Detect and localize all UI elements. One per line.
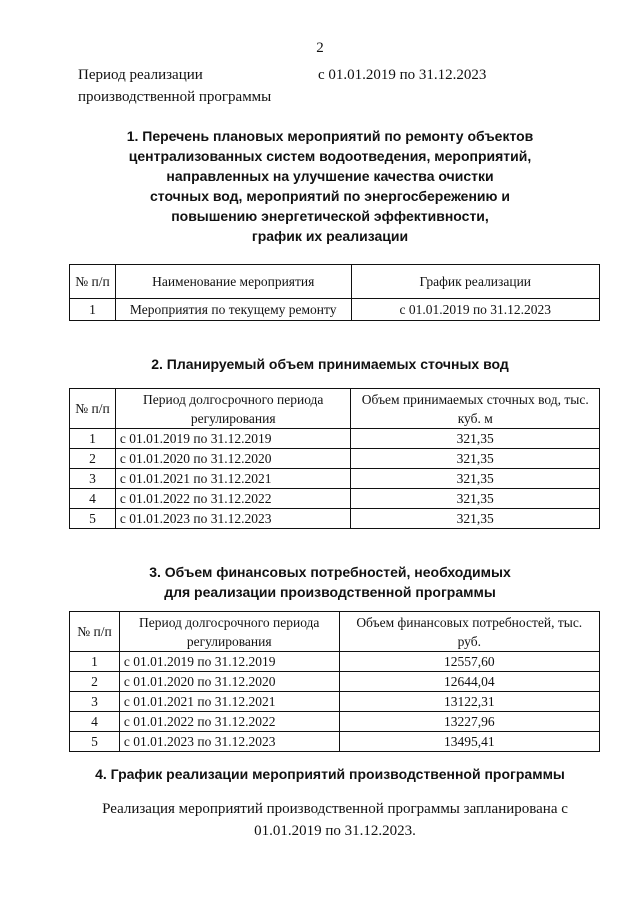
column-header-period: Период долгосрочного периода регулирования <box>119 612 339 652</box>
cell-number: 5 <box>70 732 120 752</box>
cell-value: 321,35 <box>351 449 600 469</box>
title-line: повышению энергетической эффективности, <box>171 208 489 224</box>
cell-number: 3 <box>70 692 120 712</box>
period-label-line: Период реализации <box>78 67 203 83</box>
cell-number: 2 <box>70 672 120 692</box>
financial-needs-table <box>69 611 600 752</box>
column-header-number: № п/п <box>70 612 120 652</box>
cell-value: 12644,04 <box>339 672 599 692</box>
cell-value: 13495,41 <box>339 732 599 752</box>
cell-period: с 01.01.2022 по 31.12.2022 <box>115 489 351 509</box>
table-row <box>70 449 600 469</box>
title-line: 3. Объем финансовых потребностей, необходимых <box>149 564 511 580</box>
cell-schedule: с 01.01.2019 по 31.12.2023 <box>351 299 600 321</box>
column-header-number: № п/п <box>70 389 116 429</box>
column-header-name: Наименование мероприятия <box>115 265 351 299</box>
cell-period: с 01.01.2023 по 31.12.2023 <box>115 509 351 529</box>
cell-value: 12557,60 <box>339 652 599 672</box>
cell-period: с 01.01.2022 по 31.12.2022 <box>119 712 339 732</box>
table-row <box>70 732 600 752</box>
cell-period: с 01.01.2021 по 31.12.2021 <box>119 692 339 712</box>
page-number: 2 <box>316 40 324 56</box>
column-header-schedule: График реализации <box>351 265 600 299</box>
cell-value: 321,35 <box>351 489 600 509</box>
column-header-volume: Объем принимаемых сточных вод, тыс. куб. м <box>351 389 600 429</box>
section-3-title <box>60 562 600 602</box>
period-label <box>78 64 271 108</box>
cell-number: 3 <box>70 469 116 489</box>
title-line: график их реализации <box>251 228 409 244</box>
table-row <box>70 652 600 672</box>
cell-number: 4 <box>70 489 116 509</box>
table-header-row <box>70 389 600 429</box>
column-header-period: Период долгосрочного периода регулирования <box>115 389 351 429</box>
section-1-title <box>60 126 600 246</box>
cell-value: 321,35 <box>351 429 600 449</box>
table-row <box>70 509 600 529</box>
cell-number: 1 <box>70 299 116 321</box>
paragraph-line: 01.01.2019 по 31.12.2023. <box>254 823 416 839</box>
period-value: с 01.01.2019 по 31.12.2023 <box>318 67 487 83</box>
table-row <box>70 469 600 489</box>
column-header-finance: Объем финансовых потребностей, тыс. руб. <box>339 612 599 652</box>
table-row <box>70 489 600 509</box>
wastewater-volume-table <box>69 388 600 529</box>
period-label-line: производственной программы <box>78 89 272 105</box>
title-line: 1. Перечень плановых мероприятий по ремонту объектов <box>126 128 534 144</box>
cell-period: с 01.01.2020 по 31.12.2020 <box>119 672 339 692</box>
cell-period: с 01.01.2019 по 31.12.2019 <box>119 652 339 672</box>
cell-value: 13122,31 <box>339 692 599 712</box>
title-line: сточных вод, мероприятий по энергосбережению и <box>150 188 510 204</box>
table-row <box>70 672 600 692</box>
table-header-row <box>70 265 600 299</box>
table-row <box>70 712 600 732</box>
table-row <box>70 299 600 321</box>
column-header-number: № п/п <box>70 265 116 299</box>
table-header-row <box>70 612 600 652</box>
cell-value: 321,35 <box>351 509 600 529</box>
cell-period: с 01.01.2023 по 31.12.2023 <box>119 732 339 752</box>
implementation-paragraph <box>70 798 600 842</box>
cell-period: с 01.01.2020 по 31.12.2020 <box>115 449 351 469</box>
cell-value: 321,35 <box>351 469 600 489</box>
cell-number: 1 <box>70 652 120 672</box>
title-line: для реализации производственной программы <box>164 584 496 600</box>
cell-number: 2 <box>70 449 116 469</box>
cell-value: 13227,96 <box>339 712 599 732</box>
title-line: направленных на улучшение качества очистки <box>166 168 494 184</box>
cell-number: 4 <box>70 712 120 732</box>
section-2-title: 2. Планируемый объем принимаемых сточных вод <box>151 356 509 372</box>
table-row <box>70 692 600 712</box>
section-4-title: 4. График реализации мероприятий производственной программы <box>95 766 565 782</box>
cell-name: Мероприятия по текущему ремонту <box>115 299 351 321</box>
paragraph-line: Реализация мероприятий производственной программы запланирована с <box>102 801 568 817</box>
measures-table <box>69 264 600 321</box>
table-row <box>70 429 600 449</box>
cell-number: 5 <box>70 509 116 529</box>
cell-period: с 01.01.2019 по 31.12.2019 <box>115 429 351 449</box>
cell-period: с 01.01.2021 по 31.12.2021 <box>115 469 351 489</box>
title-line: централизованных систем водоотведения, мероприятий, <box>128 148 532 164</box>
cell-number: 1 <box>70 429 116 449</box>
